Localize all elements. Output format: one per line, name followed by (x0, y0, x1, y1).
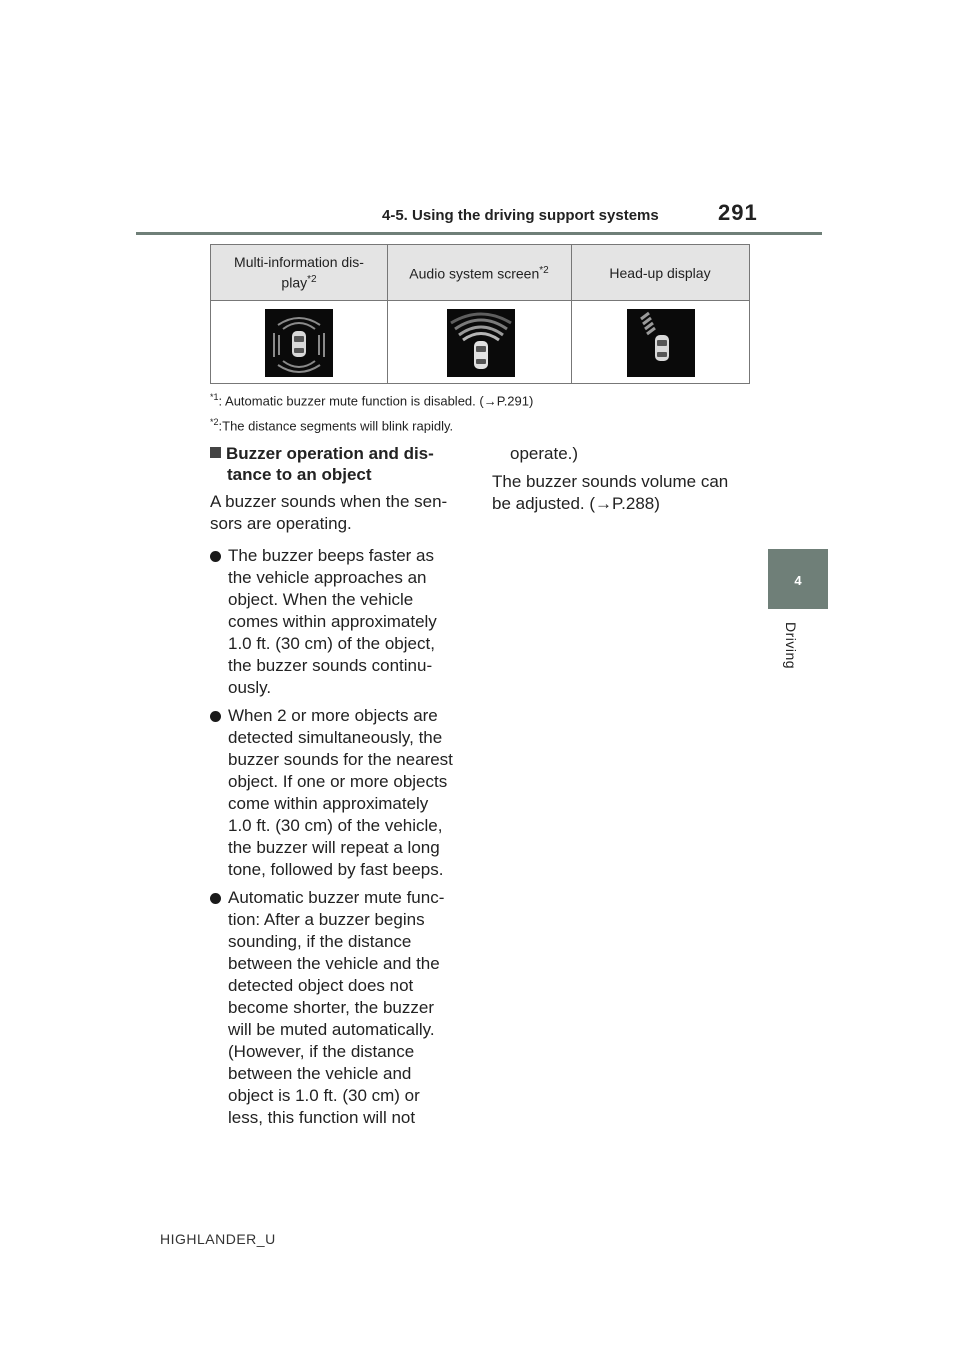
bullet-continuation: operate.) (510, 444, 579, 463)
table-header-audio-system-screen: Audio system screen$^{*2}$ (409, 265, 549, 282)
bullet-icon (210, 711, 221, 722)
footnote-1: $^{*1}$: Automatic buzzer mute function is disabled. (→P.291) (210, 392, 534, 409)
bullet-icon (210, 551, 221, 562)
table-header-head-up-display: Head-up display (609, 264, 711, 281)
head-up-display-graphic (627, 309, 695, 377)
bullet-item: Automatic buzzer mute func- tion: After a buzzer begins sounding, if the distance between the vehicle and the detected object does not become shorter, the buzzer will be muted automatically. (However, if the distance between the vehicle and object is 1.0 ft. (30 cm) or less, this function will not (210, 887, 470, 1129)
content-left-column (210, 443, 470, 1129)
square-bullet-icon (210, 447, 221, 458)
content-right-column (492, 443, 752, 515)
page-number: 291 (718, 200, 758, 225)
audio-system-screen-graphic (447, 309, 515, 377)
subsection-heading: Buzzer operation and dis- tance to an object (210, 443, 470, 485)
bullet-icon (210, 893, 221, 904)
header-rule (136, 232, 822, 235)
intro-paragraph: A buzzer sounds when the sen- sors are operating. (210, 492, 448, 533)
chapter-tab-number: 4 (794, 573, 802, 588)
multi-information-display-graphic (265, 309, 333, 377)
bullet-item: When 2 or more objects are detected simultaneously, the buzzer sounds for the nearest object. If one or more objects come within approximately 1.0 ft. (30 cm) of the vehicle, the buzzer will repeat a long tone, followed by fast beeps. (210, 705, 470, 881)
display-comparison-table (210, 244, 750, 384)
bullet-item: The buzzer beeps faster as the vehicle approaches an object. When the vehicle comes within approximately 1.0 ft. (30 cm) of the object, the buzzer sounds continu- ously. (210, 545, 470, 699)
footnote-2: $^{*2}$:The distance segments will blink rapidly. (210, 417, 454, 434)
table-header-multi-information-display: Multi-information dis- play$^{*2}$ (234, 254, 364, 291)
volume-paragraph: The buzzer sounds volume can be adjusted. (→P.288) (492, 472, 729, 513)
section-title: 4-5. Using the driving support systems (382, 207, 659, 224)
footer-model: HIGHLANDER_U (160, 1231, 276, 1247)
chapter-tab-label: Driving (783, 622, 799, 670)
